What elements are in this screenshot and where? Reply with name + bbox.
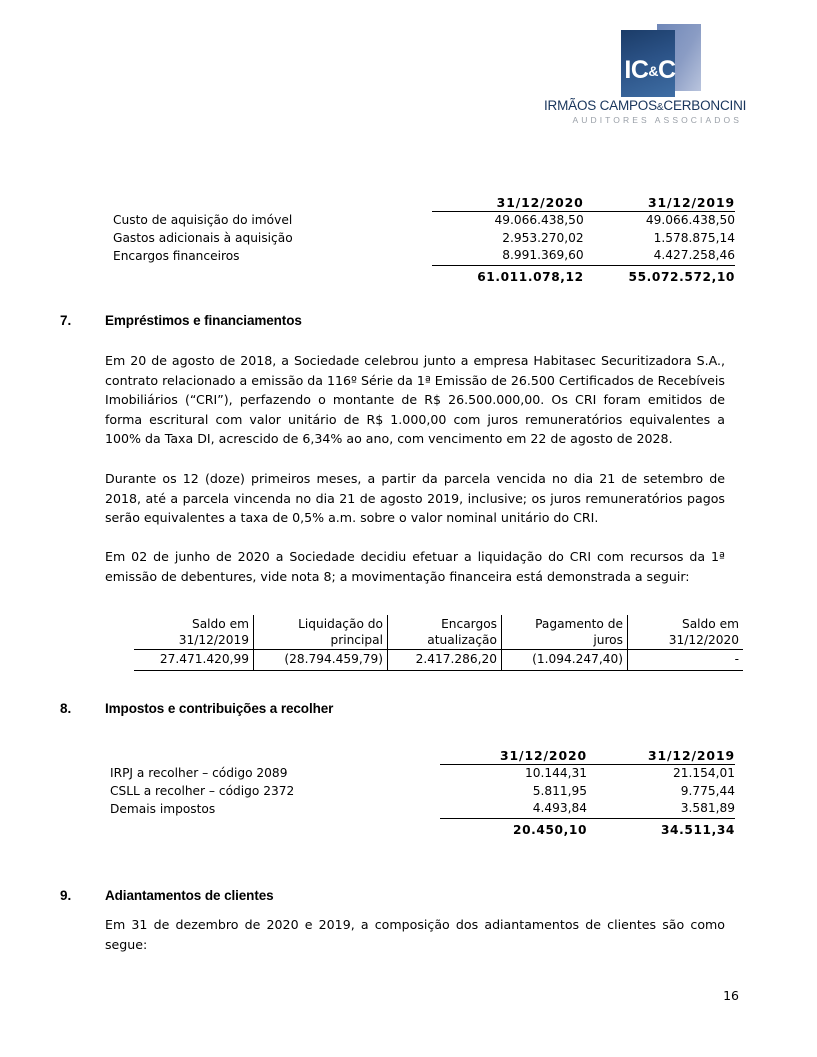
table-row <box>113 212 735 230</box>
col-header-line2: juros <box>593 633 623 647</box>
table-header-row <box>134 615 743 650</box>
table-row <box>110 800 735 818</box>
logo-company-name-part1: IRMÃOS CAMPOS <box>544 98 657 113</box>
row-value-2019: 4.427.258,46 <box>653 248 735 262</box>
col-header-line1: Liquidação do <box>298 617 383 631</box>
total-label <box>113 265 432 288</box>
table-total-row <box>113 265 735 288</box>
cell-liquidacao: (28.794.459,79) <box>254 650 388 671</box>
col-header-saldo-2020 <box>628 615 744 650</box>
col-header-line2: principal <box>330 633 383 647</box>
table-header-row <box>113 190 735 212</box>
logo-monogram-ampersand: & <box>648 63 659 79</box>
row-label: Custo de aquisição do imóvel <box>113 213 293 227</box>
col-header-label <box>113 190 432 212</box>
cell-saldo-2019: 27.471.420,99 <box>134 650 254 671</box>
logo-company-name-part2: CERBONCINI <box>663 98 747 113</box>
row-label: Gastos adicionais à aquisição <box>113 230 293 245</box>
table-row <box>113 247 735 265</box>
col-header-encargos <box>388 615 502 650</box>
section-7-title: Empréstimos e financiamentos <box>105 313 302 328</box>
total-value-2019: 34.511,34 <box>587 818 735 841</box>
row-label: Encargos financeiros <box>113 248 240 263</box>
table-header-row <box>110 743 735 765</box>
row-value-2019: 3.581,89 <box>680 801 735 815</box>
col-header-saldo-2019 <box>134 615 254 650</box>
table-impostos-head <box>110 743 735 765</box>
table-custo-imovel-body <box>113 212 735 288</box>
row-label: CSLL a recolher – código 2372 <box>110 783 295 798</box>
table-row <box>113 230 735 248</box>
table-row <box>134 650 743 671</box>
row-value-2020: 8.991.369,60 <box>502 248 584 262</box>
col-header-line1: Saldo em <box>191 617 249 631</box>
col-header-line1: Saldo em <box>681 617 739 631</box>
table-movimentacao-body <box>134 650 743 671</box>
total-value-2019: 55.072.572,10 <box>584 265 735 288</box>
col-header-2019: 31/12/2019 <box>587 743 735 765</box>
col-header-line2: 31/12/2019 <box>178 633 249 647</box>
col-header-2020: 31/12/2020 <box>432 190 583 212</box>
row-value-2020: 10.144,31 <box>525 766 588 780</box>
section-9-title: Adiantamentos de clientes <box>105 888 274 903</box>
section-7-paragraph-2: Durante os 12 (doze) primeiros meses, a partir da parcela vencida no dia 21 de setembro de 2018, até a parcela vincenda no dia 21 de agosto 2019, inclusive; os juros remuneratórios pagos serão equivalentes a taxa de 0,5% a.m. sobre o valor nominal unitário do CRI. <box>105 471 725 526</box>
table-custo-imovel-head <box>113 190 735 212</box>
row-value-2019: 1.578.875,14 <box>653 230 735 245</box>
row-value-2019: 21.154,01 <box>672 766 735 780</box>
logo-company-name <box>544 98 747 113</box>
row-value-2020: 5.811,95 <box>532 783 588 798</box>
table-impostos-recolher <box>110 743 735 841</box>
section-9-paragraph-1: Em 31 de dezembro de 2020 e 2019, a composição dos adiantamentos de clientes são como segue: <box>105 917 725 952</box>
row-label: Demais impostos <box>110 801 216 816</box>
col-header-line1: Encargos <box>441 617 497 631</box>
company-logo <box>544 22 747 125</box>
table-movimentacao-cri <box>134 615 743 671</box>
table-total-row <box>110 818 735 841</box>
logo-mark-group <box>544 22 744 97</box>
row-label: IRPJ a recolher – código 2089 <box>110 766 288 780</box>
col-header-2020: 31/12/2020 <box>440 743 587 765</box>
total-value-2020: 20.450,10 <box>440 818 587 841</box>
cell-saldo-2020: - <box>628 650 744 671</box>
col-header-line1: Pagamento de <box>535 617 623 631</box>
section-8-number: 8. <box>60 701 72 716</box>
row-value-2019: 9.775,44 <box>680 783 735 798</box>
row-value-2019: 49.066.438,50 <box>645 213 735 227</box>
total-value-2020: 61.011.078,12 <box>432 265 583 288</box>
table-movimentacao-head <box>134 615 743 650</box>
section-7-paragraph-1: Em 20 de agosto de 2018, a Sociedade celebrou junto a empresa Habitasec Securitizadora S.A., contrato relacionado a emissão da 116º Série da 1ª Emissão de 26.500 Certificados de Recebíveis Imobiliários (“CRI”), perfazendo o montante de R$ 26.500.000,00. Os CRI foram emitidos de forma escritural com valor unitário de R$ 1.000,00 com juros remuneratórios equivalentes a 100% da Taxa DI, acrescido de 6,34% ao ano, com vencimento em 22 de agosto de 2028. <box>105 353 725 447</box>
section-7-paragraph-3: Em 02 de junho de 2020 a Sociedade decidiu efetuar a liquidação do CRI com recursos da 1ª emissão de debentures, vide nota 8; a movimentação financeira está demonstrada a seguir: <box>105 549 725 584</box>
total-label <box>110 818 440 841</box>
col-header-liquidacao <box>254 615 388 650</box>
col-header-2019: 31/12/2019 <box>584 190 735 212</box>
col-header-line2: 31/12/2020 <box>668 633 739 647</box>
row-value-2020: 2.953.270,02 <box>502 230 584 245</box>
logo-monogram <box>623 58 677 83</box>
table-row <box>110 783 735 801</box>
section-9-number: 9. <box>60 888 72 903</box>
cell-encargos: 2.417.286,20 <box>388 650 502 671</box>
col-header-label <box>110 743 440 765</box>
page-number: 16 <box>723 988 739 1003</box>
section-7-number: 7. <box>60 313 72 328</box>
logo-monogram-c: C <box>658 56 676 84</box>
row-value-2020: 49.066.438,50 <box>494 213 584 227</box>
table-row <box>110 765 735 783</box>
table-impostos-body <box>110 765 735 841</box>
col-header-line2: atualização <box>427 633 497 647</box>
row-value-2020: 4.493,84 <box>532 801 588 815</box>
col-header-pagamento-juros <box>502 615 628 650</box>
logo-tagline: AUDITORES ASSOCIADOS <box>572 115 742 125</box>
table-custo-imovel <box>113 190 735 288</box>
cell-pagamento-juros: (1.094.247,40) <box>502 650 628 671</box>
section-8-title: Impostos e contribuições a recolher <box>105 701 334 716</box>
logo-monogram-ic: IC <box>624 56 649 84</box>
logo-company-name-ampersand: & <box>656 102 664 113</box>
